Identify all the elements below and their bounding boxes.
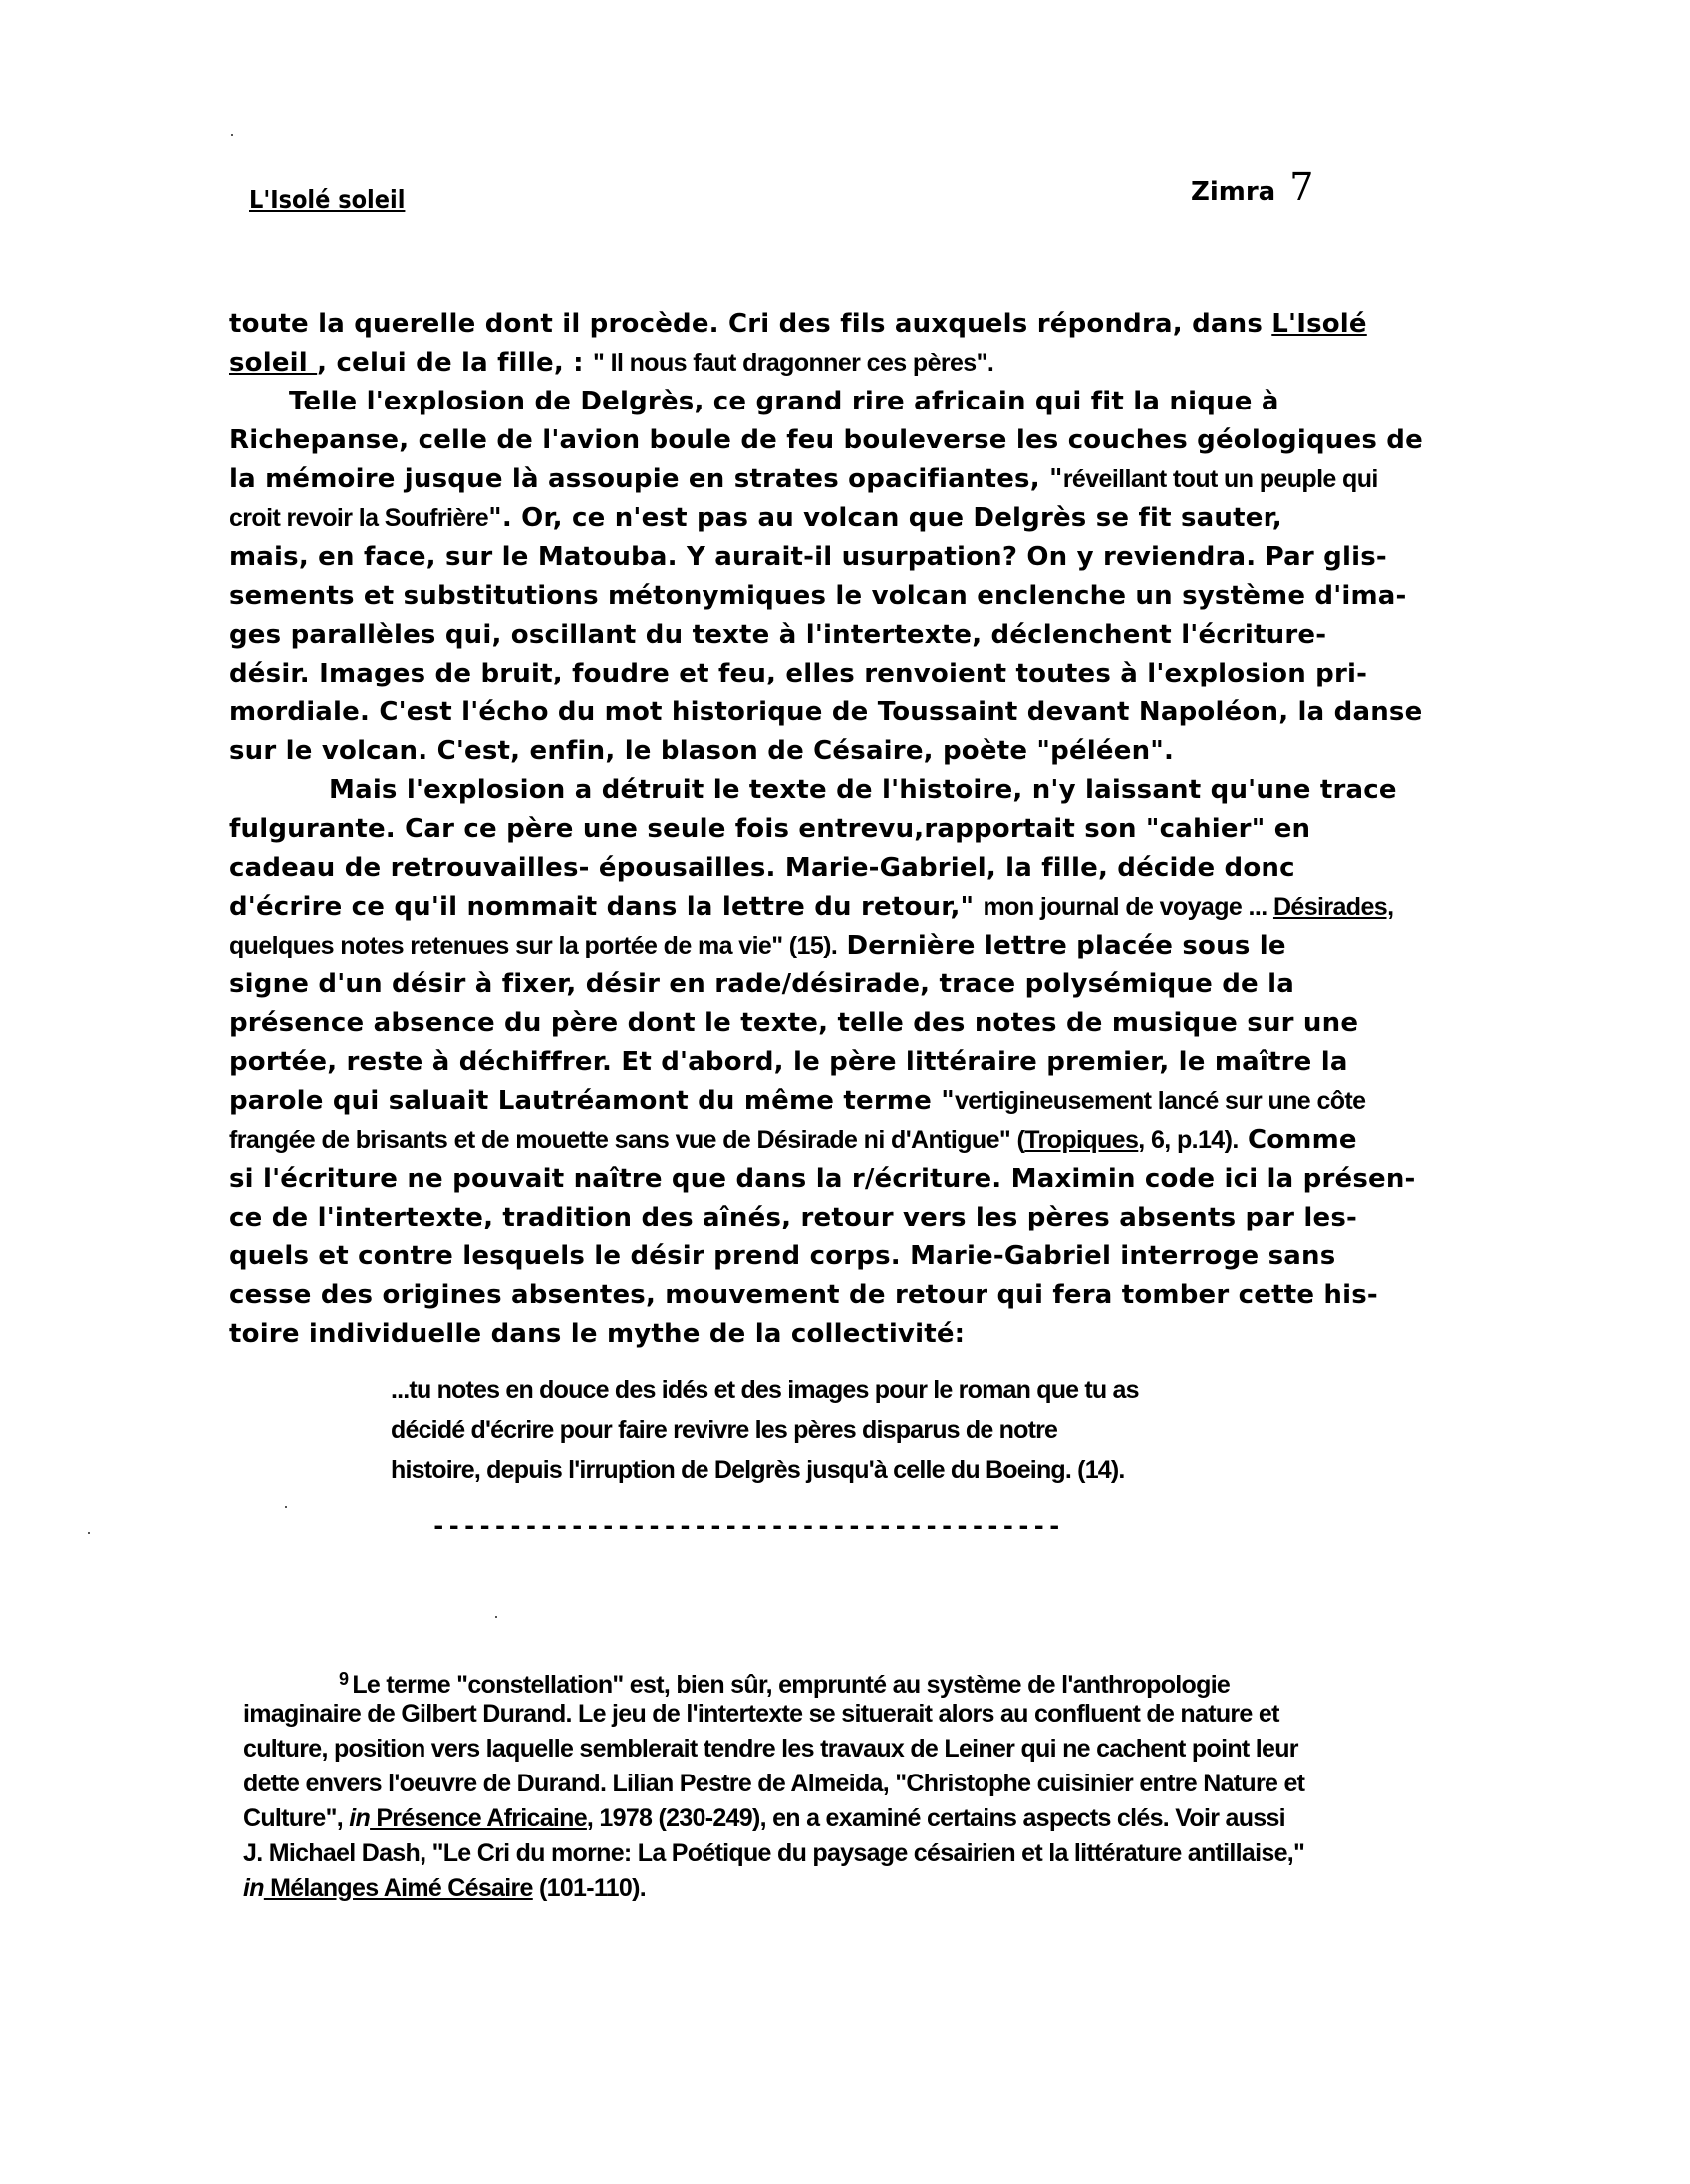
text-line: portée, reste à déchiffrer. Et d'abord, le père littéraire premier, le maître la (229, 1047, 1348, 1077)
text-line: sur le volcan. C'est, enfin, le blason de Césaire, poète "péléen". (229, 736, 1175, 766)
text-line: cadeau de retrouvailles- épousailles. Marie-Gabriel, la fille, décide donc (229, 853, 1295, 883)
text-line: si l'écriture ne pouvait naître que dans la r/écriture. Maximin code ici la présen- (229, 1164, 1416, 1194)
footnote-separator: ----------------------------------------- (431, 1512, 1063, 1540)
text-line: désir. Images de bruit, foudre et feu, elles renvoient toutes à l'explosion pri- (229, 659, 1368, 688)
text-line: quelques notes retenues sur la portée de ma vie" (15). Dernière lettre placée sous le (229, 931, 1286, 960)
text-line: Telle l'explosion de Delgrès, ce grand rire africain qui fit la nique à (289, 387, 1279, 416)
footnote-line: imaginaire de Gilbert Durand. Le jeu de l'intertexte se situerait alors au confluent de nature et (243, 1700, 1279, 1728)
text-line: soleil , celui de la fille, : " Il nous faut dragonner ces pères". (229, 348, 994, 378)
page-number: 7 (1289, 165, 1314, 209)
quote-line: décidé d'écrire pour faire revivre les pères disparus de notre (391, 1416, 1058, 1444)
footnote-line: culture, position vers laquelle semblerait tendre les travaux de Leiner qui ne cachent point leur (243, 1735, 1298, 1763)
body-text (229, 305, 1435, 1354)
text-line: toire individuelle dans le mythe de la collectivité: (229, 1319, 966, 1349)
block-quote (391, 1370, 1287, 1490)
scan-speck (285, 1506, 287, 1508)
text-line: signe d'un désir à fixer, désir en rade/désirade, trace polysémique de la (229, 969, 1294, 999)
footnote (243, 1662, 1439, 1906)
text-line: quels et contre lesquels le désir prend corps. Marie-Gabriel interroge sans (229, 1241, 1336, 1271)
text-line: Mais l'explosion a détruit le texte de l'histoire, n'y laissant qu'une trace (329, 775, 1397, 805)
footnote-line: J. Michael Dash, "Le Cri du morne: La Poétique du paysage césairien et la littérature antillaise," (243, 1839, 1305, 1867)
text-line: ges parallèles qui, oscillant du texte à l'intertexte, déclenchent l'écriture- (229, 620, 1327, 650)
text-line: fulgurante. Car ce père une seule fois entrevu,rapportait son "cahier" en (229, 814, 1311, 844)
text-line: mordiale. C'est l'écho du mot historique de Toussaint devant Napoléon, la danse (229, 697, 1423, 727)
footnote-mark: 9 (339, 1669, 349, 1689)
text-line: d'écrire ce qu'il nommait dans la lettre du retour," mon journal de voyage ... Désirades, (229, 892, 1394, 922)
text-line: croit revoir la Soufrière". Or, ce n'est pas au volcan que Delgrès se fit sauter, (229, 503, 1282, 533)
quote-line: ...tu notes en douce des idés et des images pour le roman que tu as (391, 1376, 1139, 1404)
footnote-line: dette envers l'oeuvre de Durand. Lilian Pestre de Almeida, "Christophe cuisinier entre Nature et (243, 1770, 1305, 1797)
scan-speck (231, 134, 233, 136)
text-line: mais, en face, sur le Matouba. Y aurait-il usurpation? On y reviendra. Par glis- (229, 542, 1387, 572)
text-line: ce de l'intertexte, tradition des aînés, retour vers les pères absents par les- (229, 1203, 1357, 1232)
text-line: la mémoire jusque là assoupie en strates opacifiantes, "réveillant tout un peuple qui (229, 464, 1378, 494)
running-header-author (1191, 165, 1313, 209)
quote-line: histoire, depuis l'irruption de Delgrès jusqu'à celle du Boeing. (14). (391, 1456, 1125, 1484)
text-line: Richepanse, celle de l'avion boule de feu bouleverse les couches géologiques de (229, 425, 1423, 455)
text-line: frangée de brisants et de mouette sans vue de Désirade ni d'Antigue" (Tropiques, 6, p.14). Comme (229, 1125, 1357, 1155)
text-line: parole qui saluait Lautréamont du même terme "vertigineusement lancé sur une côte (229, 1086, 1366, 1116)
text-line: présence absence du père dont le texte, telle des notes de musique sur une (229, 1008, 1359, 1038)
text-line: sements et substitutions métonymiques le volcan enclenche un système d'ima- (229, 581, 1407, 611)
scan-speck (88, 1532, 90, 1534)
running-title: L'Isolé soleil (249, 185, 406, 214)
footnote-line: in Mélanges Aimé Césaire (101-110). (243, 1874, 646, 1902)
scan-speck (495, 1616, 497, 1618)
text-line: cesse des origines absentes, mouvement de retour qui fera tomber cette his- (229, 1280, 1378, 1310)
author-name: Zimra (1191, 177, 1276, 207)
text-line: toute la querelle dont il procède. Cri des fils auxquels répondra, dans L'Isolé (229, 309, 1367, 339)
footnote-line: $^9$ Le terme "constellation" est, bien sûr, emprunté au système de l'anthropologie (339, 1669, 1231, 1699)
footnote-line: Culture", in Présence Africaine, 1978 (230-249), en a examiné certains aspects clés. Voir aussi (243, 1804, 1285, 1832)
